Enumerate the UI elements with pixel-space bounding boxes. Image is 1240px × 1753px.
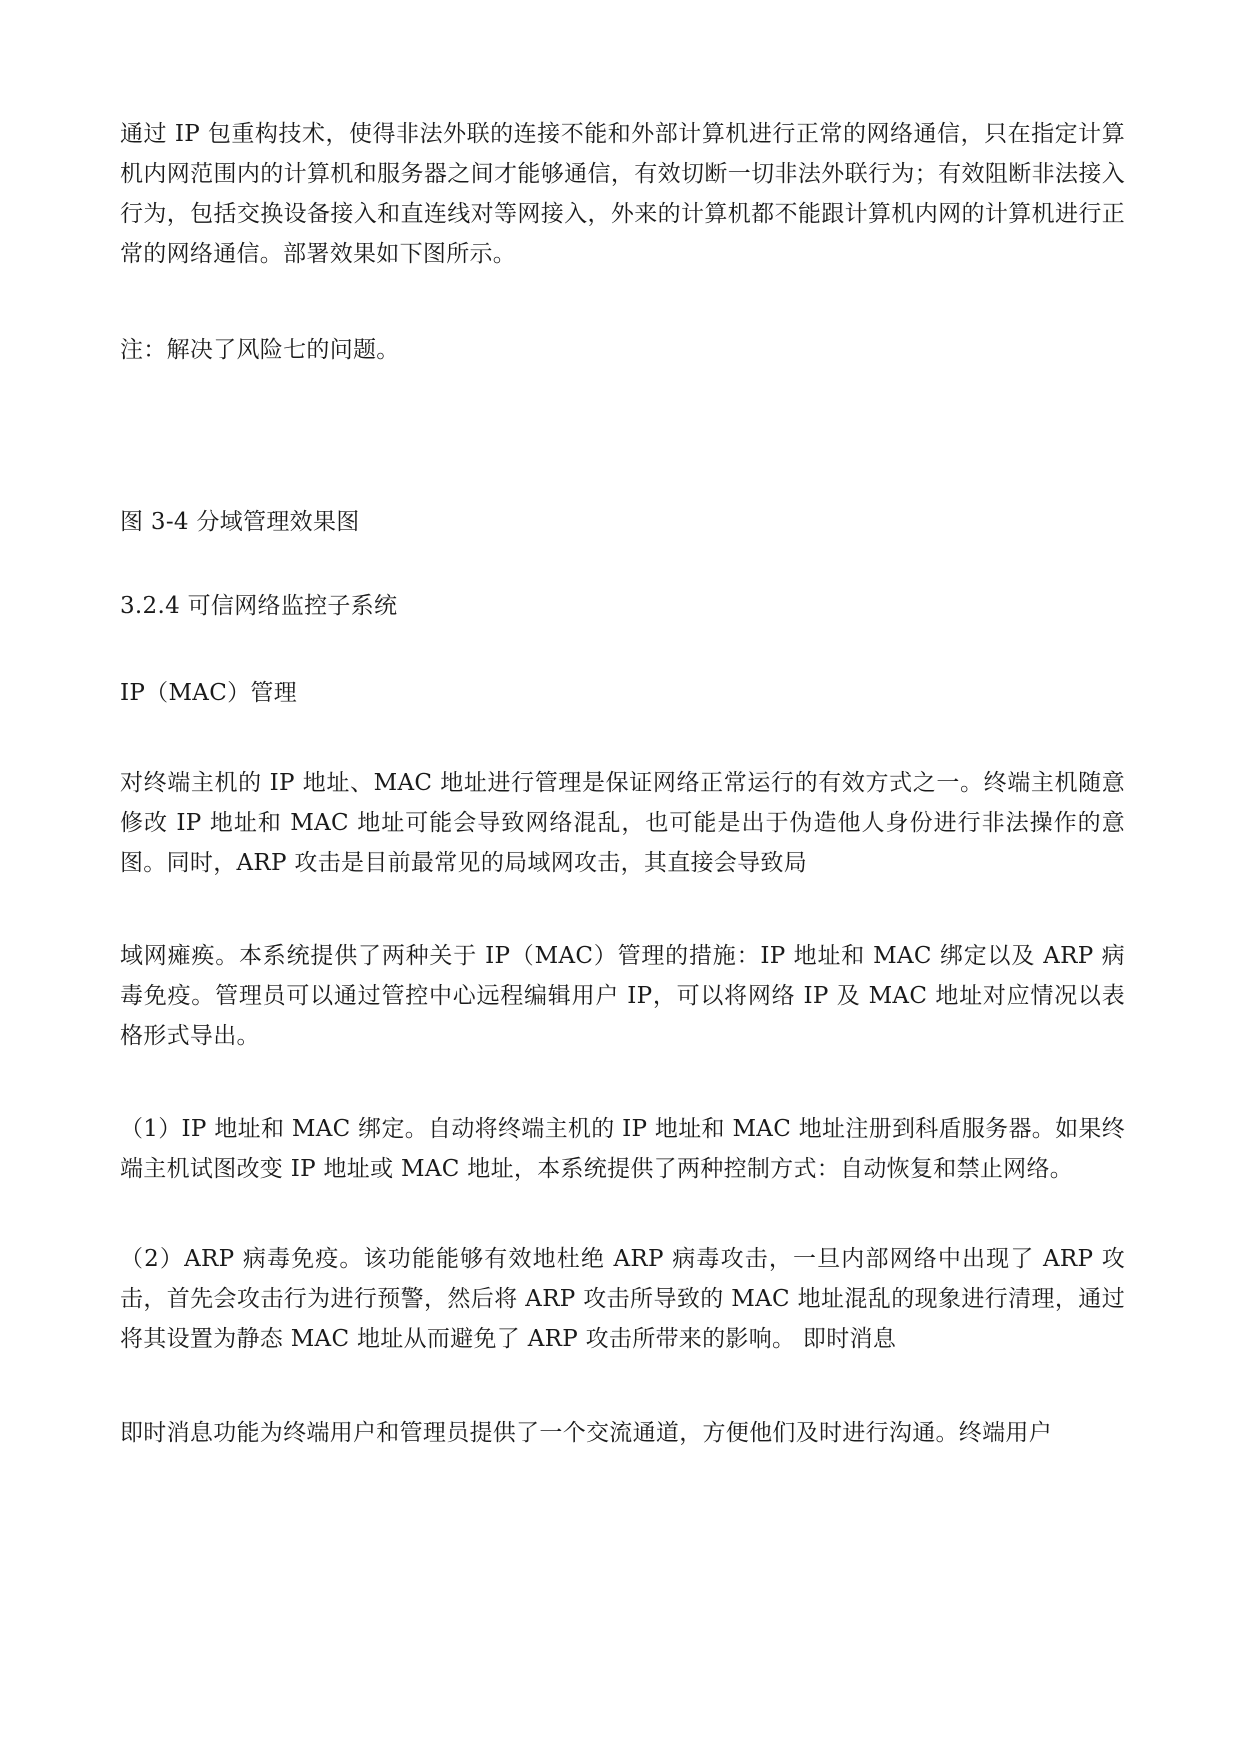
paragraph-ip-mac-management: 对终端主机的 IP 地址、MAC 地址进行管理是保证网络正常运行的有效方式之一。终端主机随意修改 IP 地址和 MAC 地址可能会导致网络混乱，也可能是出于伪造他人身份进行非法操作的意图。同时，ARP 攻击是目前最常见的局域网攻击，其直接会导致局 — [120, 770, 1125, 876]
paragraph-lan-paralysis: 域网瘫痪。本系统提供了两种关于 IP（MAC）管理的措施：IP 地址和 MAC 绑定以及 ARP 病毒免疫。管理员可以通过管控中心远程编辑用户 IP，可以将网络 IP 及 MAC 地址对应情况以表格形式导出。 — [120, 943, 1125, 1049]
section-heading: 3.2.4 可信网络监控子系统 — [120, 593, 398, 619]
paragraph-arp-immunity: （2）ARP 病毒免疫。该功能能够有效地杜绝 ARP 病毒攻击，一旦内部网络中出现了 ARP 攻击，首先会攻击行为进行预警，然后将 ARP 攻击所导致的 MAC 地址混乱的现象进行清理，通过将其设置为静态 MAC 地址从而避免了 ARP 攻击所带来的影响。 即时消息 — [120, 1246, 1125, 1352]
figure-caption: 图 3-4 分域管理效果图 — [120, 509, 360, 535]
paragraph-note: 注：解决了风险七的问题。 — [120, 337, 400, 363]
paragraph-ip-rebuild: 通过 IP 包重构技术，使得非法外联的连接不能和外部计算机进行正常的网络通信，只在指定计算机内网范围内的计算机和服务器之间才能够通信，有效切断一切非法外联行为；有效阻断非法接入行为，包括交换设备接入和直连线对等网接入，外来的计算机都不能跟计算机内网的计算机进行正常的网络通信。部署效果如下图所示。 — [120, 121, 1125, 267]
subheading-ip-mac: IP（MAC）管理 — [120, 680, 298, 706]
paragraph-instant-message: 即时消息功能为终端用户和管理员提供了一个交流通道，方便他们及时进行沟通。终端用户 — [120, 1420, 1052, 1446]
paragraph-ip-mac-binding: （1）IP 地址和 MAC 绑定。自动将终端主机的 IP 地址和 MAC 地址注册到科盾服务器。如果终端主机试图改变 IP 地址或 MAC 地址，本系统提供了两种控制方式：自动恢复和禁止网络。 — [120, 1116, 1125, 1182]
